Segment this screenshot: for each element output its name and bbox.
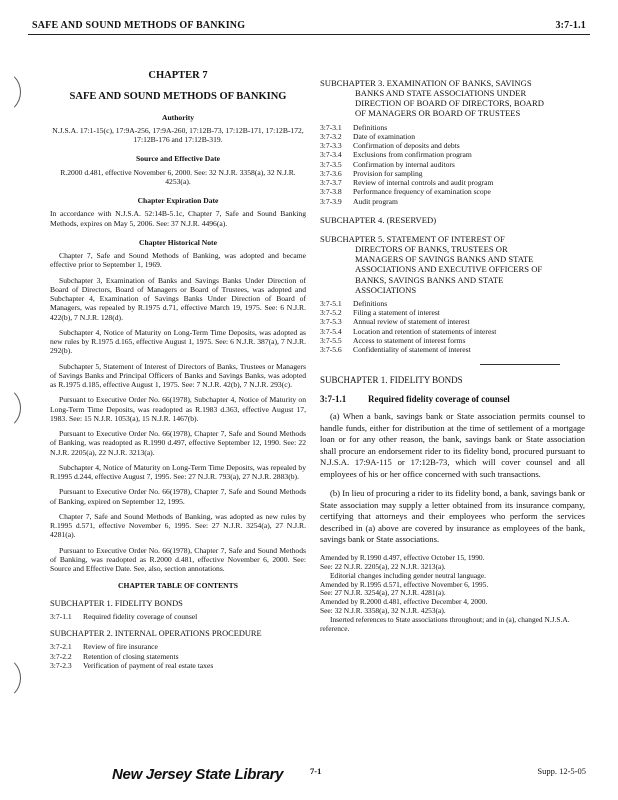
amendment-line: See: 27 N.J.R. 3254(a), 27 N.J.R. 4281(a). [320,588,446,598]
toc-item-title: Review of internal controls and audit program [353,178,494,188]
toc-item [320,132,585,141]
toc-item-title: Audit program [353,196,398,206]
subchapter-5-title-line: MANAGERS OF SAVINGS BANKS AND STATE [355,254,534,265]
toc-item-number: 3:7-2.2 [50,651,72,661]
right-column [320,78,585,634]
toc-item-number: 3:7-2.1 [50,642,72,652]
toc-item [320,150,585,159]
amendment-line: Amended by R.2000 d.481, effective December 4, 2000. [320,597,488,607]
toc-item-number: 3:7-5.4 [320,326,342,336]
toc-item-number: 3:7-3.8 [320,187,342,197]
page-footer [0,766,618,786]
toc-subchapter-5 [320,234,585,295]
toc-item-title: Annual review of statement of interest [353,317,470,327]
subchapter-5-title-line: ASSOCIATIONS AND EXECUTIVE OFFICERS OF [355,264,543,275]
toc-item-title: Date of examination [353,131,415,141]
toc-item-number: 3:7-3.1 [320,122,342,132]
amendment-line: Amended by R.1995 d.571, effective November 6, 1995. [320,579,489,589]
toc-item-title: Review of fire insurance [83,642,158,652]
amendment-line: See: 22 N.J.R. 2205(a), 22 N.J.R. 3213(a). [320,561,446,571]
section-heading [320,394,585,405]
history-paragraph: Pursuant to Executive Order No. 66(1978), Subchapter 4, Notice of Maturity on Long-Term Time Deposits, was readopted as R.1983 d.363, effective August 17, 1983. See: 15 N.J.R. 1053(a), 15 N.J.R. 1467(b). [50,395,306,423]
section-divider [480,364,560,365]
toc-heading: CHAPTER TABLE OF CONTENTS [118,581,238,591]
history-paragraph: Subchapter 3, Examination of Banks and Savings Banks Under Direction of Board of Directors, Board of Managers or Board of Trustees, was adopted and Subchapter 4, Examination of Savings Banks Under Direction of Board of Managers, was repealed by R.1975 d.71, effective March 19, 1975. See: 6 N.J.R. 422(b), 7 N.J.R. 128(d). [50,275,306,322]
library-stamp: New Jersey State Library [112,766,284,783]
header-title: SAFE AND SOUND METHODS OF BANKING [32,20,246,31]
toc-item [320,187,585,196]
amendment-line: Inserted references to State associations throughout; and in (a), changed N.J.S.A. reference. [320,615,570,633]
running-header [32,20,586,34]
header-rule [28,34,590,35]
toc-item [50,661,306,670]
history-notes [50,251,306,573]
toc-item-number: 3:7-5.2 [320,308,342,318]
section-paragraph-a: (a) When a bank, savings bank or State association permits counsel to handle funds, either for distribution at the time of settlement of a mortgage loan or for any other reason, the bank, savings bank or State association shall procure an endorsement rider to its fidelity bond, procured pursuant to N.J.S.A. 17:9A-115 or 17:12B-73, which will cover counsel and all employees of his or her office concerned with such transactions. [320,411,585,479]
authority-heading: Authority [161,112,195,122]
punch-hole-mark [0,386,21,430]
toc-item [320,169,585,178]
authority-text: N.J.S.A. 17:1-15(c), 17:9A-256, 17:9A-260, 17:12B-73, 17:12B-171, 17:12B-172, 17:12B-176 and 17:12B-319. [52,125,304,145]
subchapter-5-title-line: SUBCHAPTER 5. STATEMENT OF INTEREST OF [320,233,505,244]
left-column [50,60,306,670]
amendment-line: Amended by R.1990 d.497, effective October 15, 1990. [320,552,485,562]
toc-item-number: 3:7-3.4 [320,150,342,160]
toc-subchapter-3 [320,78,585,119]
source-text: R.2000 d.481, effective November 6, 2000. See: 32 N.J.R. 3358(a), 32 N.J.R. 4253(a). [60,167,296,186]
subchapter-5-title-line: DIRECTORS OF BANKS, TRUSTEES OR [355,244,508,255]
toc-item-number: 3:7-3.7 [320,178,342,188]
subchapter-3-title-line: OF MANAGERS OR BOARD OF TRUSTEES [355,108,521,119]
history-paragraph: Chapter 7, Safe and Sound Methods of Banking, was adopted as new rules by R.1995 d.571, effective November 6, 1995. See: 27 N.J.R. 3254(a), 27 N.J.R. 4281(a). [50,511,306,540]
toc-item [320,123,585,132]
history-paragraph: Pursuant to Executive Order No. 66(1978), Chapter 7, Safe and Sound Methods of Banking, was readopted as R.2000 d.481, effective November 6, 2000. See: Source and Effective Date. See, also, section annotations. [50,545,306,574]
history-paragraph: Pursuant to Executive Order No. 66(1978), Chapter 7, Safe and Sound Methods of Banking, expired on September 12, 1995. [50,487,306,506]
toc-item-number: 3:7-5.6 [320,345,342,355]
toc-item-number: 3:7-2.3 [50,660,72,670]
amendment-line: Editorial changes including gender neutral language. [330,570,486,580]
toc-subchapter-3-items [320,123,585,206]
toc-item-number: 3:7-3.6 [320,168,342,178]
section-title: Required fidelity coverage of counsel [368,394,510,405]
toc-subchapter-5-items [320,299,585,355]
toc-item-title: Access to statement of interest forms [353,335,466,345]
source-heading: Source and Effective Date [135,154,220,164]
toc-item [320,141,585,150]
toc-item-title: Definitions [353,298,388,308]
toc-item-title: Exclusions from confirmation program [353,150,472,160]
toc-item-number: 3:7-3.3 [320,141,342,151]
toc-item-title: Definitions [353,122,388,132]
toc-item [320,299,585,308]
toc-item-title: Retention of closing statements [83,651,179,661]
toc-item [50,652,306,661]
toc-subchapter-4: SUBCHAPTER 4. (RESERVED) [320,214,437,225]
history-heading: Chapter Historical Note [139,237,217,247]
section-number: 3:7-1.1 [320,394,347,405]
subchapter-5-title-line: ASSOCIATIONS [355,284,417,295]
toc-item [320,160,585,169]
toc-item-title: Location and retention of statements of interest [353,326,497,336]
toc-item-number: 3:7-1.1 [50,611,72,621]
toc-item-title: Performance frequency of examination scope [353,187,491,197]
toc-item-number: 3:7-5.3 [320,317,342,327]
subchapter-5-title-line: BANKS, SAVINGS BANKS AND STATE [355,274,504,285]
toc-item [320,197,585,206]
toc-item-number: 3:7-3.5 [320,159,342,169]
toc-item-title: Verification of payment of real estate taxes [83,660,214,670]
subchapter-3-title-line: BANKS AND STATE ASSOCIATIONS UNDER [355,88,527,99]
toc-item [320,178,585,187]
expiration-heading: Chapter Expiration Date [137,196,219,206]
header-section-number: 3:7-1.1 [555,20,586,31]
section-paragraph-b: (b) In lieu of procuring a rider to its fidelity bond, a bank, savings bank or State association may supply a letter obtained from its insurance company, certifying that attorneys and their employees who perform the services described in (a) above are covered by insurance as employees of the bank, savings bank or State associations. [320,488,585,545]
subchapter-3-title-line: SUBCHAPTER 3. EXAMINATION OF BANKS, SAVINGS [320,78,532,88]
amendment-notes [320,554,585,634]
supplement-date: Supp. 12-5-05 [537,766,586,776]
toc-item-title: Confirmation of deposits and debts [353,141,460,151]
toc-subchapter-1: SUBCHAPTER 1. FIDELITY BONDS [50,598,183,608]
punch-hole-mark [0,70,21,114]
chapter-title: SAFE AND SOUND METHODS OF BANKING [69,90,287,102]
chapter-label: CHAPTER 7 [148,70,208,81]
toc-item [320,345,585,354]
toc-subchapter-2: SUBCHAPTER 2. INTERNAL OPERATIONS PROCEDURE [50,629,262,639]
punch-hole-mark [0,656,21,700]
toc-item-title: Confidentiality of statement of interest [353,345,471,355]
toc-item-number: 3:7-5.5 [320,335,342,345]
page-number: 7-1 [310,766,322,776]
toc-item [320,317,585,326]
toc-item [320,308,585,317]
body-subchapter-1-heading: SUBCHAPTER 1. FIDELITY BONDS [320,375,463,386]
toc-item-title: Provision for sampling [353,168,423,178]
history-paragraph: Chapter 7, Safe and Sound Methods of Banking, was adopted and became effective prior to September 1, 1969. [50,251,306,270]
toc-item [320,336,585,345]
toc-item-number: 3:7-3.2 [320,131,342,141]
history-paragraph: Subchapter 4, Notice of Maturity on Long-Term Time Deposits, was adopted as new rules by R.1975 d.165, effective August 1, 1975. See: 6 N.J.R. 387(a), 7 N.J.R. 292(b). [50,327,306,356]
expiration-text: In accordance with N.J.S.A. 52:14B-5.1c, Chapter 7, Safe and Sound Banking Methods, expires on May 5, 2006. See: 37 N.J.R. 4496(a). [50,209,306,228]
toc-item-title: Filing a statement of interest [353,308,440,318]
amendment-line: See: 32 N.J.R. 3358(a), 32 N.J.R. 4253(a). [320,606,446,616]
toc-item [50,642,306,651]
history-paragraph: Pursuant to Executive Order No. 66(1978), Chapter 7, Safe and Sound Methods of Banking, was readopted as R.1990 d.497, effective September 12, 1990. See: 22 N.J.R. 2205(a), 22 N.J.R. 3213(a). [50,429,306,457]
history-paragraph: Subchapter 4, Notice of Maturity on Long-Term Time Deposits, was repealed by R.1995 d.244, effective August 7, 1995. See: 27 N.J.R. 793(a), 27 N.J.R. 2883(b). [50,462,306,482]
toc-item-title: Confirmation by internal auditors [353,159,455,169]
history-paragraph: Subchapter 5, Statement of Interest of Directors of Banks, Trustees or Managers of Savings Banks and Principal Officers of Banks and Savings Banks, was adopted as R.1975 d.185, effective August 1, 1975. See: 7 N.J.R. 42(b), 7 N.J.R. 293(c). [50,361,306,390]
subchapter-3-title-line: DIRECTION OF BOARD OF DIRECTORS, BOARD [355,98,544,109]
toc-item-number: 3:7-3.9 [320,196,342,206]
toc-item [50,612,306,621]
toc-item [320,327,585,336]
toc-item-number: 3:7-5.1 [320,298,342,308]
toc-item-title: Required fidelity coverage of counsel [83,611,198,621]
